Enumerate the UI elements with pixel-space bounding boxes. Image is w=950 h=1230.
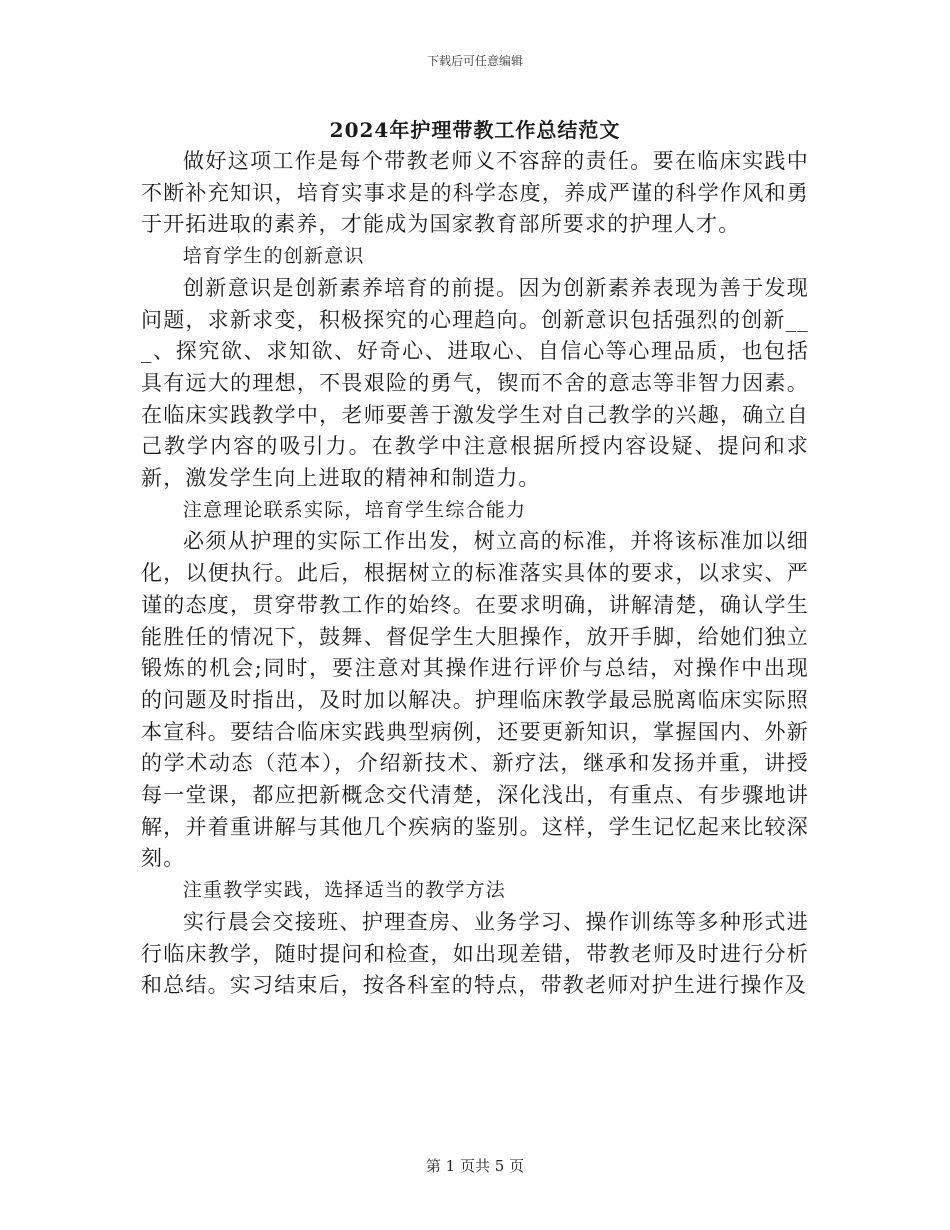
section-heading-theory-practice: 注意理论联系实际，培育学生综合能力 [182,498,527,521]
document-title: 2024年护理带教工作总结范文 [329,118,621,142]
section-body-theory-practice: 必须从护理的实际工作出发，树立高的标准，并将该标准加以细化，以便执行。此后，根据树立的标准落实具体的要求，以求实、严谨的态度，贯穿带教工作的始终。在要求明确，讲解清楚，确认学生能胜任的情况下，鼓舞、督促学生大胆操作，放开手脚，给她们独立锻炼的机会;同时，要注意对其操作进行评价与总结，对操作中出现的问题及时指出，及时加以解决。护理临床教学最忌脱离临床实际照本宣科。要结合临床实践典型病例，还要更新知识，掌握国内、外新的学术动态（范本），介绍新技术、新疗法，继承和发扬并重，讲授每一堂课，都应把新概念交代清楚，深化浅出，有重点、有步骤地讲解，并着重讲解与其他几个疾病的鉴别。这样，学生记忆起来比较深刻。 [141,529,809,871]
section-body-innovation: 创新意识是创新素养培育的前提。因为创新素养表现为善于发现问题，求新求变，积极探究的心理趋向。创新意识包括强烈的创新___、探究欲、求知欲、好奇心、进取心、自信心等心理品质，也包括具有远大的理想，不畏艰险的勇气，锲而不舍的意志等非智力因素。在临床实践教学中，老师要善于激发学生对自己教学的兴趣，确立自己教学内容的吸引力。在教学中注意根据所授内容设疑、提问和求新，激发学生向上进取的精神和制造力。 [141,275,809,491]
document-body [141,146,809,1002]
page-number: 第 1 页共 5 页 [425,1157,525,1175]
intro-paragraph: 做好这项工作是每个带教老师义不容辞的责任。要在临床实践中不断补充知识，培育实事求是的科学态度，养成严谨的科学作风和勇于开拓进取的素养，才能成为国家教育部所要求的护理人才。 [141,149,809,237]
page-header-note: 下载后可任意编辑 [426,54,523,68]
section-heading-innovation: 培育学生的创新意识 [182,245,365,268]
section-body-teaching-methods: 实行晨会交接班、护理查房、业务学习、操作训练等多种形式进行临床教学，随时提问和检查，如出现差错，带教老师及时进行分析和总结。实习结束后，按各科室的特点，带教老师对护生进行操作及 [141,909,809,998]
section-heading-teaching-methods: 注重教学实践，选择适当的教学方法 [182,879,506,902]
